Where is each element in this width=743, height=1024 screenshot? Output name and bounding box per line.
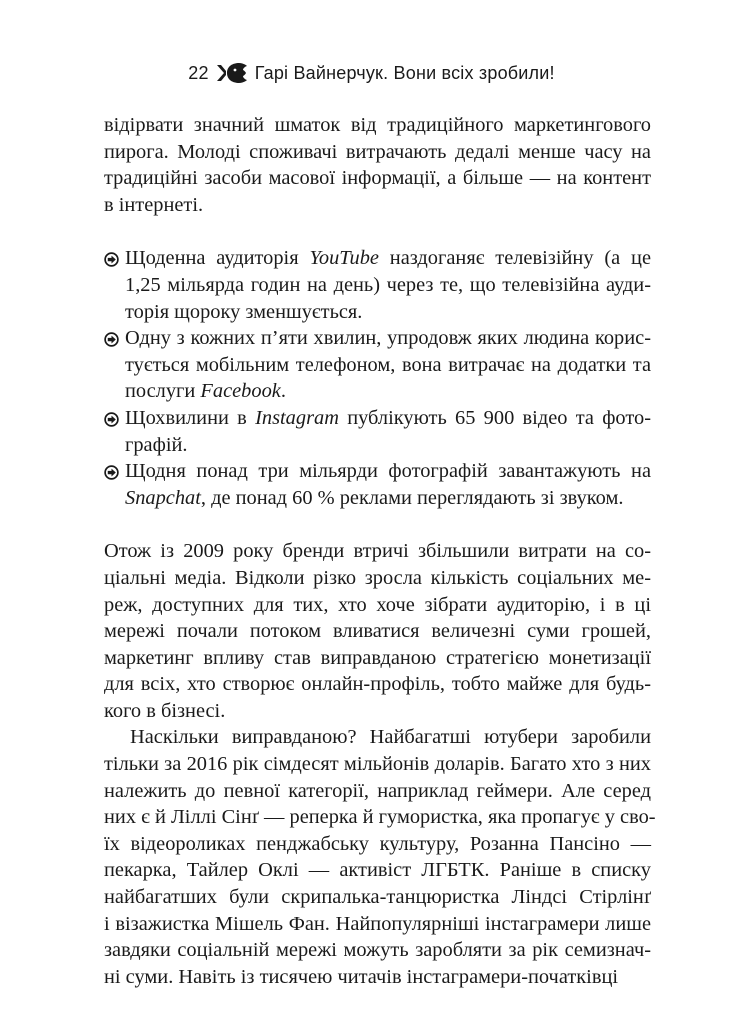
text-run: Одну з кожних п’яти хвилин, упродовж яких людина корис- bbox=[125, 327, 651, 350]
bullet-line bbox=[104, 458, 651, 485]
brand-name: Snapchat bbox=[125, 486, 201, 509]
text-line: реж, доступних для тих, хто хоче зібрати аудиторію, і в ці bbox=[104, 593, 651, 616]
text-run: , де понад 60 % реклами переглядають зі звуком. bbox=[200, 486, 624, 509]
bullet-line bbox=[104, 245, 651, 272]
bullet-line bbox=[104, 405, 651, 432]
body-text bbox=[104, 112, 656, 990]
fish-logo-icon bbox=[215, 62, 249, 84]
bullet-line bbox=[104, 272, 651, 299]
text-run: публікують 65 900 відео та фото- bbox=[338, 406, 651, 429]
bullet-line bbox=[104, 325, 651, 352]
running-title: Гарі Вайнерчук. Вони всіх зробили! bbox=[254, 62, 555, 83]
bullet-line bbox=[104, 352, 651, 379]
text-line: в інтернеті. bbox=[104, 193, 204, 216]
text-run: тується мобільним телефоном, вона витрачає на додатки та bbox=[125, 353, 651, 376]
bullet-item bbox=[104, 245, 651, 325]
text-line: тільки за 2016 рік сімдесят мільйонів доларів. Багато хто з них bbox=[104, 753, 651, 776]
text-run: торія щороку зменшується. bbox=[125, 300, 363, 323]
arrow-bullet-icon bbox=[104, 332, 119, 347]
text-run: послуги bbox=[125, 380, 201, 403]
brand-name: YouTube bbox=[309, 247, 379, 270]
text-line: для всіх, хто створює онлайн-профіль, тобто майже для будь- bbox=[104, 673, 651, 696]
text-line: традиційні засоби масової інформації, а більше — на контент bbox=[104, 167, 651, 190]
text-line: належить до певної категорії, наприклад геймери. Але серед bbox=[104, 779, 651, 802]
bullet-line bbox=[104, 378, 651, 405]
bullet-item bbox=[104, 325, 651, 405]
text-line: пирога. Молоді споживачі витрачають дедалі менше часу на bbox=[104, 140, 651, 163]
bullet-item bbox=[104, 405, 651, 458]
bullet-list bbox=[104, 245, 651, 511]
arrow-bullet-icon bbox=[104, 412, 119, 427]
text-line: маркетинг впливу став виправданою стратегією монетизації bbox=[104, 646, 651, 669]
arrow-bullet-icon bbox=[104, 465, 119, 480]
text-run: Щоденна аудиторія bbox=[125, 247, 310, 270]
arrow-bullet-icon bbox=[104, 252, 119, 267]
page-number: 22 bbox=[188, 62, 209, 83]
text-line: них є й Ліллі Сінґ — реперка й гумористка, яка пропагує у сво- bbox=[104, 806, 656, 829]
running-head bbox=[0, 62, 743, 84]
text-line: Отож із 2009 року бренди втричі збільшили витрати на со- bbox=[104, 540, 651, 563]
text-run: . bbox=[280, 380, 286, 403]
text-line: відірвати значний шматок від традиційного маркетингового bbox=[104, 114, 651, 136]
text-run: 1,25 мільярда годин на день) через те, що телевізійна ауди- bbox=[125, 273, 651, 296]
text-line: ні суми. Навіть із тисячею читачів інстаграмери-початківці bbox=[104, 965, 619, 988]
paragraph-brands bbox=[104, 538, 651, 724]
brand-name: Facebook bbox=[200, 380, 281, 403]
text-run: наздоганяє телевізійну (а це bbox=[378, 247, 651, 270]
text-run: Щодня понад три мільярди фотографій завантажують на bbox=[125, 460, 651, 483]
text-line: кого в бізнесі. bbox=[104, 699, 226, 722]
text-run: Щохвилини в bbox=[125, 406, 256, 429]
bullet-item bbox=[104, 458, 651, 511]
paragraph-youtubers bbox=[104, 724, 656, 990]
intro-paragraph bbox=[104, 112, 651, 218]
text-line: пекарка, Тайлер Оклі — активіст ЛГБТК. Раніше в списку bbox=[104, 859, 651, 882]
text-line: завдяки соціальній мережі можуть заробляти за рік семизнач- bbox=[104, 939, 651, 962]
text-run: графій. bbox=[125, 433, 188, 456]
spacer bbox=[104, 511, 651, 538]
text-line: їх відеороликах пенджабську культуру, Розанна Пансіно — bbox=[104, 832, 651, 855]
spacer bbox=[104, 218, 651, 245]
bullet-line bbox=[104, 485, 651, 512]
bullet-line bbox=[104, 299, 651, 326]
text-line: Наскільки виправданою? Найбагатші ютубери заробили bbox=[130, 726, 651, 749]
text-line: ціальні медіа. Відколи різко зросла кількість соціальних ме- bbox=[104, 566, 651, 589]
text-line: мережі почали потоком вливатися величезні суми грошей, bbox=[104, 620, 651, 643]
brand-name: Instagram bbox=[255, 406, 339, 429]
text-line: і візажистка Мішель Фан. Найпопулярніші інстаграмери лише bbox=[104, 912, 651, 935]
text-line: найбагатших були скрипалька-танцюристка Ліндсі Стірлінґ bbox=[104, 886, 651, 909]
bullet-line bbox=[104, 432, 651, 459]
